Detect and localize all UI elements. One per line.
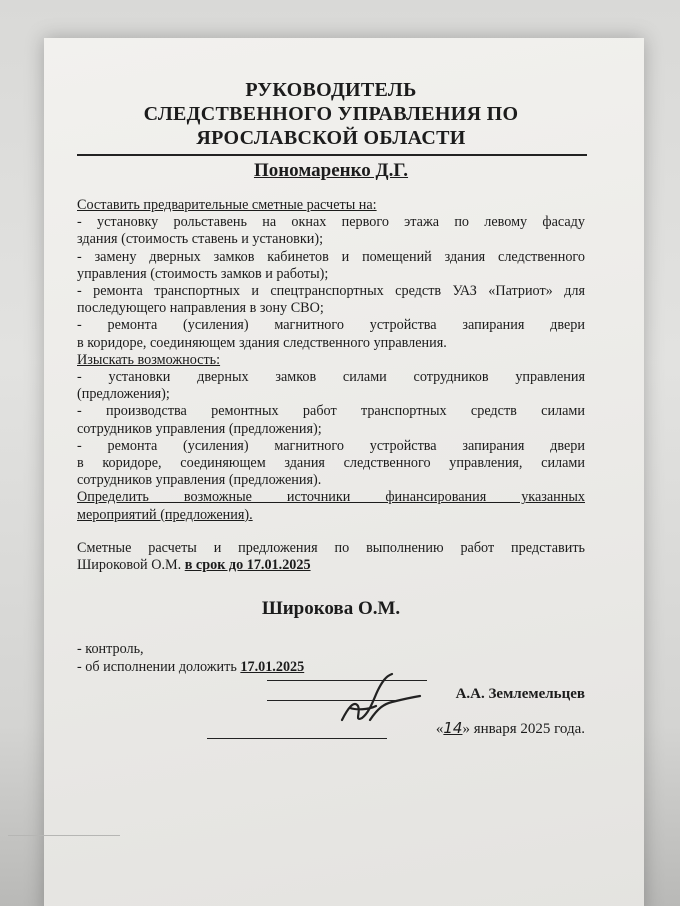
paragraph-gap [77, 524, 585, 540]
date-rest: » января 2025 года. [462, 721, 585, 738]
header-title-line-2: СЛЕДСТВЕННОГО УПРАВЛЕНИЯ ПО [143, 103, 519, 125]
handwritten-signature [250, 668, 430, 738]
item-7-line-1: - ремонта (усиления) магнитного устройства запирания двери [77, 437, 585, 454]
background-line [8, 835, 120, 836]
header-title-line-3: ЯРОСЛАВСКОЙ ОБЛАСТИ [196, 127, 466, 149]
item-4-line-2: в коридоре, соединяющем здания следственного управления. [77, 334, 447, 351]
note-report-date: 17.01.2025 [240, 659, 305, 676]
item-4-line-1: - ремонта (усиления) магнитного устройства запирания двери [77, 317, 585, 334]
section-3-line-1: Определить возможные источники финансирования указанных [77, 489, 585, 506]
resolution-document [77, 78, 585, 756]
item-3-line-1: - ремонта транспортных и спецтранспортных средств УАЗ «Патриот» для [77, 283, 585, 300]
instructions-body [77, 197, 585, 574]
item-2-line-1: - замену дверных замков кабинетов и помещений здания следственного [77, 248, 585, 265]
item-2-line-2: управления (стоимость замков и работы); [77, 265, 329, 282]
item-5-line-2: (предложения); [77, 386, 170, 403]
item-5-line-1: - установки дверных замков силами сотрудников управления [77, 369, 585, 386]
item-1-line-1: - установку рольставень на окнах первого этажа по левому фасаду [77, 214, 585, 231]
item-1-line-2: здания (стоимость ставень и установки); [77, 231, 324, 248]
item-6-line-1: - производства ремонтных работ транспортных средств силами [77, 403, 585, 420]
date-blank-line [207, 738, 387, 739]
closing-line-2 [77, 557, 585, 574]
closing-deadline: в срок до 17.01.2025 [184, 557, 311, 574]
instruction-intro: Составить предварительные сметные расчеты на: [77, 197, 377, 213]
section-3-line-2: мероприятий (предложения). [77, 506, 253, 523]
item-7-line-3: сотрудников управления (предложения). [77, 472, 322, 489]
header-title-line-1: РУКОВОДИТЕЛЬ [245, 79, 417, 101]
addressee-name: Пономаренко Д.Г. [253, 160, 409, 181]
date-open-quote: « [435, 721, 444, 738]
header-divider [77, 154, 587, 156]
closing-name: Широковой О.М. [77, 557, 185, 574]
item-3-line-2: последующего направления в зону СВО; [77, 300, 324, 317]
date-day: 14 [443, 719, 463, 738]
item-7-line-2: в коридоре, соединяющем здания следственного управления, силами [77, 455, 585, 472]
signature-date [436, 719, 585, 738]
section-2-heading: Изыскать возможность: [77, 351, 221, 368]
note-control: - контроль, [77, 641, 144, 658]
closing-line-1: Сметные расчеты и предложения по выполнению работ представить [77, 539, 585, 556]
cc-name: Широкова О.М. [261, 598, 401, 620]
note-report-prefix: - об исполнении доложить [77, 659, 241, 676]
item-6-line-2: сотрудников управления (предложения); [77, 420, 322, 437]
signer-name: А.А. Землемельцев [455, 686, 585, 703]
